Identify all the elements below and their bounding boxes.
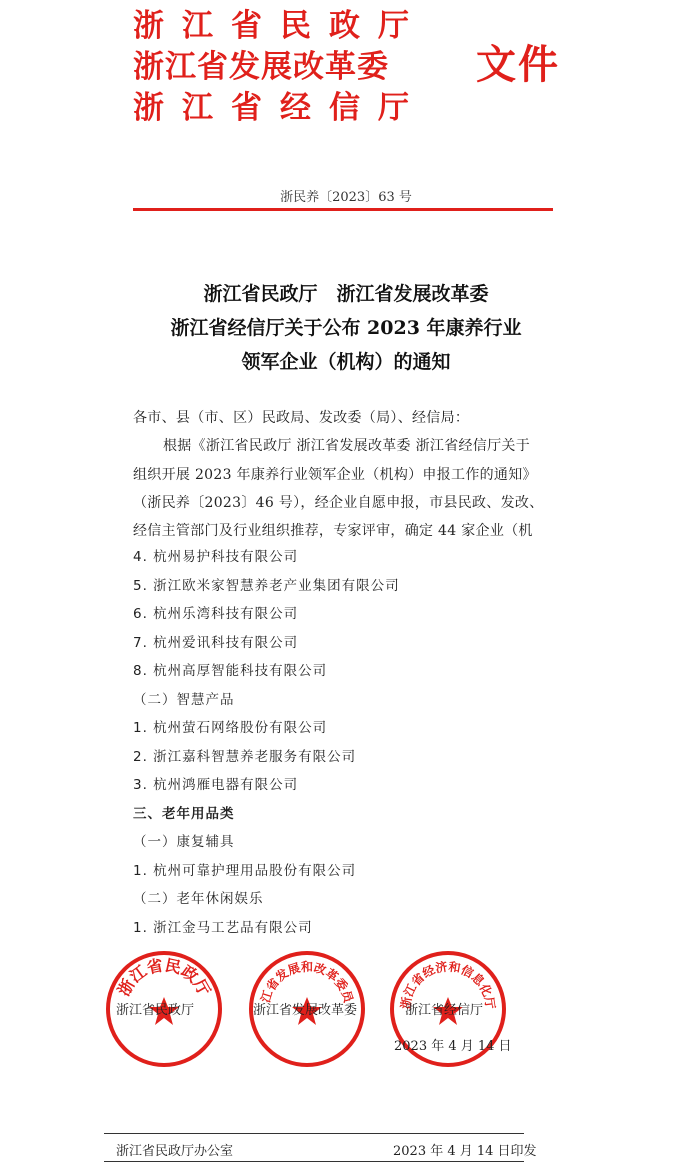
seal-text: 浙江省民政厅: [113, 955, 215, 1000]
seal-text: 浙江省经济和信息化厅: [398, 959, 498, 1010]
list-item: 1. 杭州萤石网络股份有限公司: [133, 720, 328, 736]
list-item: 1. 浙江金马工艺品有限公司: [133, 919, 313, 936]
list-item: 6. 杭州乐湾科技有限公司: [133, 606, 299, 622]
list-subheading: （二）智慧产品: [133, 691, 235, 708]
salutation: 各市、县（市、区）民政局、发改委（局）、经信局：: [133, 410, 470, 426]
body-paragraph-line-3: （浙民养〔2023〕46 号），经企业自愿申报，市县民政、发改、: [133, 495, 544, 511]
list-section-heading: 三、老年用品类: [133, 805, 235, 822]
issuer-header-line-3: 浙江省经信厅: [133, 90, 427, 126]
title-line-3: 领军企业（机构）的通知: [241, 351, 451, 373]
list-subheading: （一）康复辅具: [133, 834, 235, 850]
list-item: 3. 杭州鸿雁电器有限公司: [133, 777, 299, 793]
svg-text:浙江省民政厅: [114, 955, 214, 999]
issuer-signature-3: 浙江省经信厅: [405, 1003, 484, 1018]
body-paragraph-line-1: 根据《浙江省民政厅 浙江省发展改革委 浙江省经信厅关于: [163, 438, 530, 454]
list-item: 8. 杭州高厚智能科技有限公司: [133, 663, 328, 679]
footer-rule-bottom: [104, 1161, 524, 1162]
issuer-signature-2: 浙江省发展改革委: [253, 1003, 358, 1018]
issuer-header-line-2: 浙江省发展改革委: [133, 49, 389, 85]
seal-text: 江省发展和改革委员: [258, 960, 356, 1005]
list-item: 7. 杭州爱讯科技有限公司: [133, 634, 299, 651]
title-line-1: 浙江省民政厅 浙江省发展改革委: [203, 283, 489, 305]
list-item: 2. 浙江嘉科智慧养老服务有限公司: [133, 748, 357, 765]
body-paragraph-line-4: 经信主管部门及行业组织推荐，专家评审，确定 44 家企业（机: [133, 523, 533, 539]
red-divider: [133, 208, 553, 211]
footer-print-date: 2023 年 4 月 14 日印发: [393, 1144, 537, 1159]
issuer-header-line-1: 浙江省民政厅: [133, 8, 427, 44]
list-subheading: （二）老年休闲娱乐: [133, 891, 264, 907]
document-suffix: 文件: [476, 41, 560, 88]
issuer-signature-1: 浙江省民政厅: [116, 1003, 195, 1018]
list-item: 1. 杭州可靠护理用品股份有限公司: [133, 862, 357, 879]
company-list: [133, 547, 400, 946]
body-paragraph-line-2: 组织开展 2023 年康养行业领军企业（机构）申报工作的通知》: [133, 467, 537, 483]
footer-issuing-office: 浙江省民政厅办公室: [116, 1144, 234, 1159]
list-item: 5. 浙江欧米家智慧养老产业集团有限公司: [133, 577, 400, 594]
issue-date: 2023 年 4 月 14 日: [394, 1039, 512, 1054]
document-number: 浙民养〔2023〕63 号: [280, 190, 412, 205]
footer-rule-top: [104, 1133, 524, 1134]
title-line-2: 浙江省经信厅关于公布 2023 年康养行业: [170, 317, 522, 339]
list-item: 4. 杭州易护科技有限公司: [133, 549, 299, 565]
